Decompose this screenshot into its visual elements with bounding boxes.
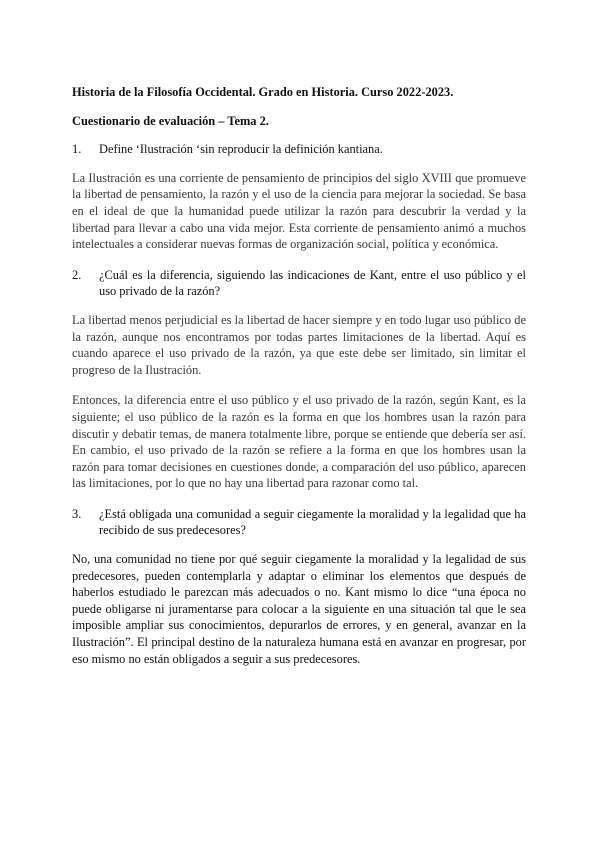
answer-paragraph: No, una comunidad no tiene por qué seguir ciegamente la moralidad y la legalidad de sus predecesores, pueden contemplarla y adaptar o eliminar los elementos que después de haberlos estudiado le parezcan más adecuados o no. Kant mismo lo dice “una época no puede obligarse ni juramentarse para colocar a la siguiente en una situación tal que le sea imposible ampliar sus conocimientos, depurarlos de errores, y en general, avanzar en la Ilustración”. El principal destino de la naturaleza humana está en avanzar en progresar, por eso mismo no están obligados a seguir a sus predecesores. xyxy=(72,552,526,666)
question-number: 2. xyxy=(72,267,82,282)
question-text: Define ‘Ilustración ‘sin reproducir la definición kantiana. xyxy=(99,142,383,157)
answer-paragraph: La libertad menos perjudicial es la libertad de hacer siempre y en todo lugar uso público de la razón, aunque nos encontramos por todas partes limitaciones de la libertad. Aquí es cuando aparece el uso privado de la razón, ya que este debe ser limitado, sin limitar el progreso de la Ilustración. xyxy=(72,312,526,377)
question-1 xyxy=(72,141,526,158)
document-subtitle: Cuestionario de evaluación – Tema 2. xyxy=(72,113,269,128)
question-3 xyxy=(72,506,526,539)
question-2 xyxy=(72,267,526,300)
question-number: 3. xyxy=(72,506,82,521)
question-number: 1. xyxy=(72,142,82,157)
question-text: ¿Cuál es la diferencia, siguiendo las indicaciones de Kant, entre el uso público y el uso privado de la razón? xyxy=(99,267,526,299)
answer-paragraph: Entonces, la diferencia entre el uso público y el uso privado de la razón, según Kant, es la siguiente; el uso público de la razón es la forma en que los hombres usan la razón para discutir y debatir temas, de manera totalmente libre, porque se entiende que debería ser así. En cambio, el uso privado de la razón se refiere a la forma en que los hombres usan la razón para tomar decisiones en cuestiones donde, a comparación del uso público, aparecen las limitaciones, por lo que no hay una libertad para razonar como tal. xyxy=(72,393,526,491)
question-text: ¿Está obligada una comunidad a seguir ciegamente la moralidad y la legalidad que ha recibido de sus predecesores? xyxy=(99,506,526,538)
answer-paragraph: La Ilustración es una corriente de pensamiento de principios del siglo XVIII que promueve la libertad de pensamiento, la razón y el uso de la ciencia para mejorar la sociedad. Se basa en el ideal de que la humanidad puede utilizar la razón para descubrir la verdad y la libertad para llevar a cabo una vida mejor. Esta corriente de pensamiento animó a muchos intelectuales a considerar nuevas formas de organización social, política y económica. xyxy=(72,170,526,252)
document-title: Historia de la Filosofía Occidental. Grado en Historia. Curso 2022-2023. xyxy=(72,85,454,99)
document-body xyxy=(72,84,526,681)
